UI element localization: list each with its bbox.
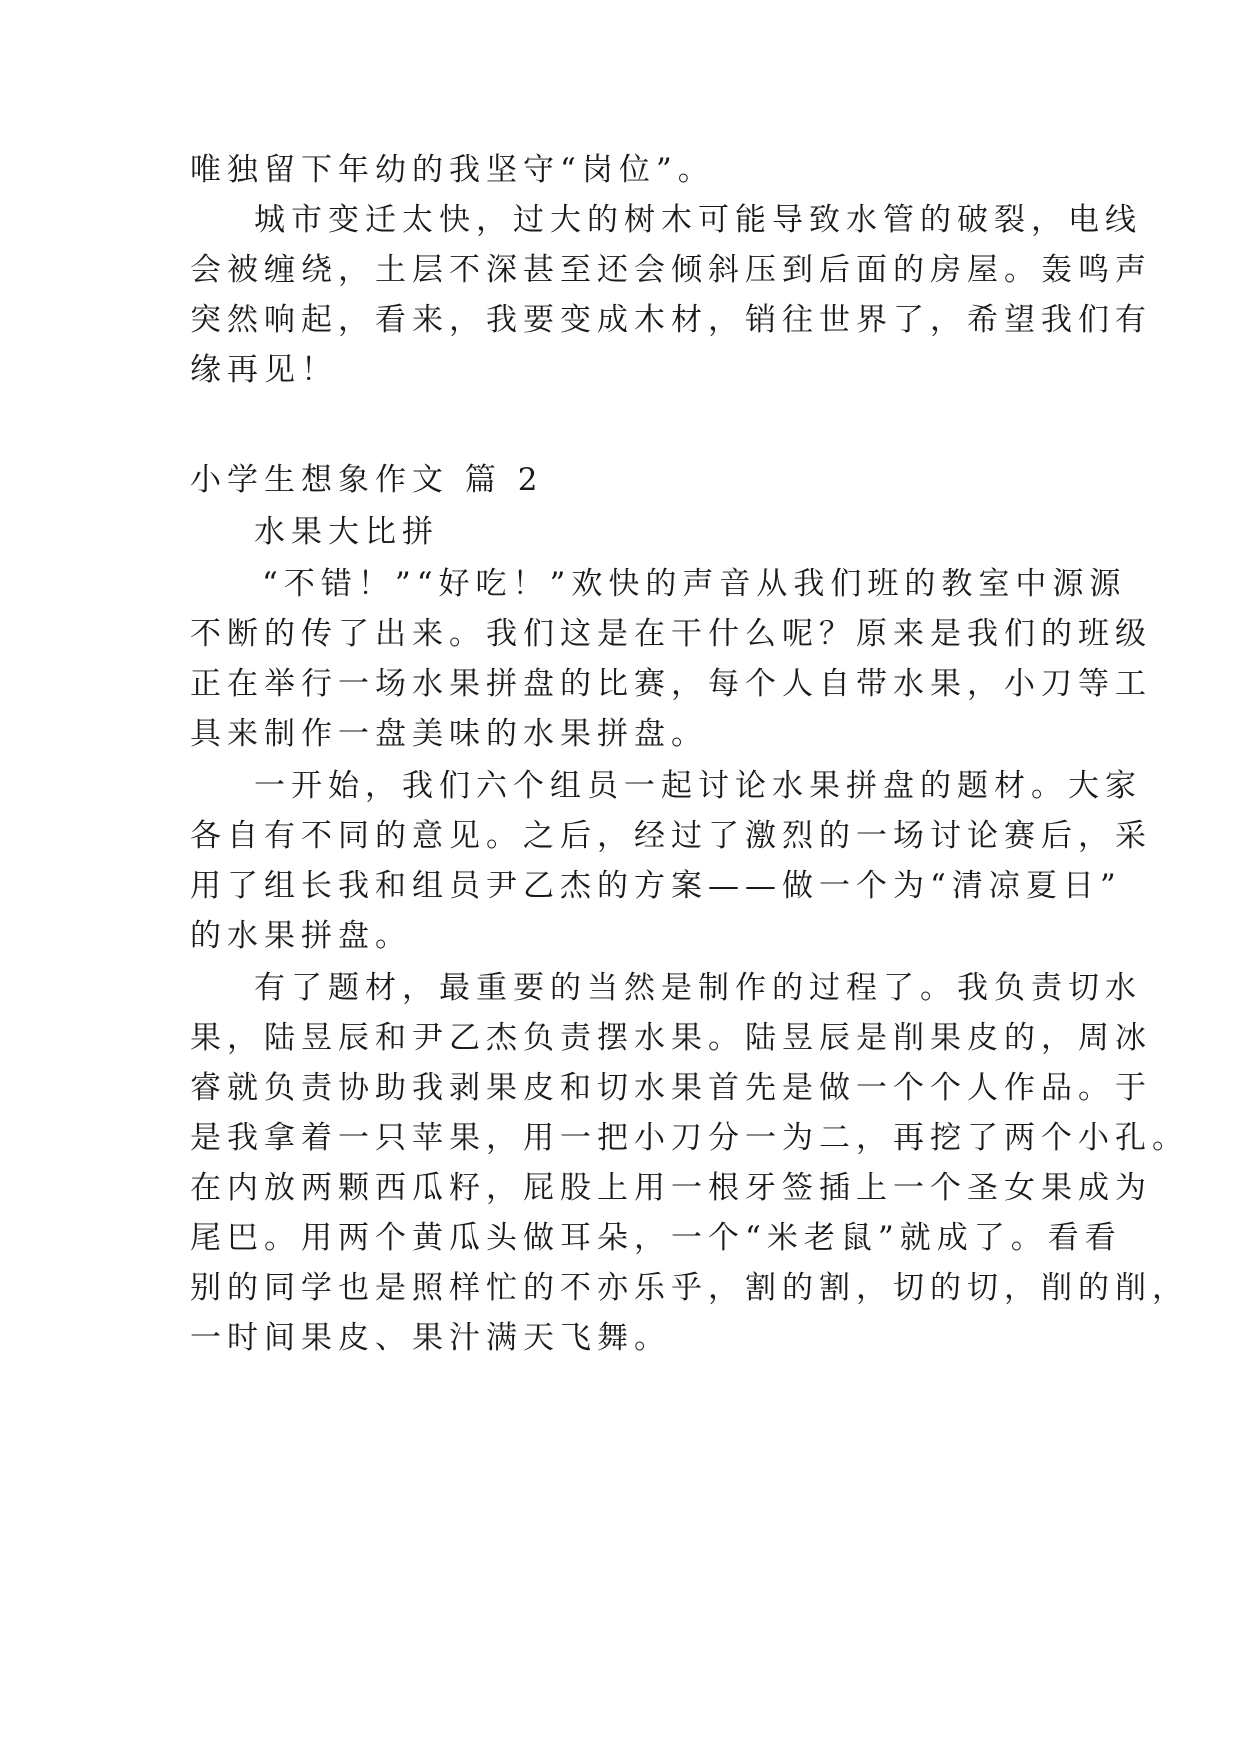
paragraph-line: 突然响起，看来，我要变成木材，销往世界了，希望我们有: [190, 302, 1152, 338]
paragraph-line: “不错！”“好吃！”欢快的声音从我们班的教室中源源: [262, 566, 1127, 602]
paragraph-line: 会被缠绕，土层不深甚至还会倾斜压到后面的房屋。轰鸣声: [190, 252, 1152, 288]
paragraph-line: 唯独留下年幼的我坚守“岗位”。: [190, 152, 715, 188]
paragraph-line: 一开始，我们六个组员一起讨论水果拼盘的题材。大家: [254, 768, 1142, 804]
paragraph-line: 果，陆昱辰和尹乙杰负责摆水果。陆昱辰是削果皮的，周冰: [190, 1020, 1152, 1056]
paragraph-line: 具来制作一盘美味的水果拼盘。: [190, 716, 708, 752]
paragraph-line: 有了题材，最重要的当然是制作的过程了。我负责切水: [254, 970, 1142, 1006]
paragraph-line: 不断的传了出来。我们这是在干什么呢？原来是我们的班级: [190, 616, 1152, 652]
paragraph-line: 尾巴。用两个黄瓜头做耳朵，一个“米老鼠”就成了。看看: [190, 1220, 1122, 1256]
paragraph-line: 一时间果皮、果汁满天飞舞。: [190, 1320, 671, 1356]
paragraph-line: 缘再见！: [190, 352, 338, 388]
article-title: 水果大比拼: [254, 514, 439, 550]
paragraph-line: 各自有不同的意见。之后，经过了激烈的一场讨论赛后，采: [190, 818, 1152, 854]
paragraph-line: 睿就负责协助我剥果皮和切水果首先是做一个个人作品。于: [190, 1070, 1152, 1106]
paragraph-line: 城市变迁太快，过大的树木可能导致水管的破裂，电线: [254, 202, 1142, 238]
paragraph-line: 别的同学也是照样忙的不亦乐乎，割的割，切的切，削的削，: [190, 1270, 1189, 1306]
paragraph-line: 在内放两颗西瓜籽，屁股上用一根牙签插上一个圣女果成为: [190, 1170, 1152, 1206]
paragraph-line: 是我拿着一只苹果，用一把小刀分一为二，再挖了两个小孔。: [190, 1120, 1189, 1156]
section-heading: 小学生想象作文 篇 2: [190, 462, 544, 498]
paragraph-line: 正在举行一场水果拼盘的比赛，每个人自带水果，小刀等工: [190, 666, 1152, 702]
paragraph-line: 的水果拼盘。: [190, 918, 412, 954]
paragraph-line: 用了组长我和组员尹乙杰的方案——做一个为“清凉夏日”: [190, 868, 1122, 904]
